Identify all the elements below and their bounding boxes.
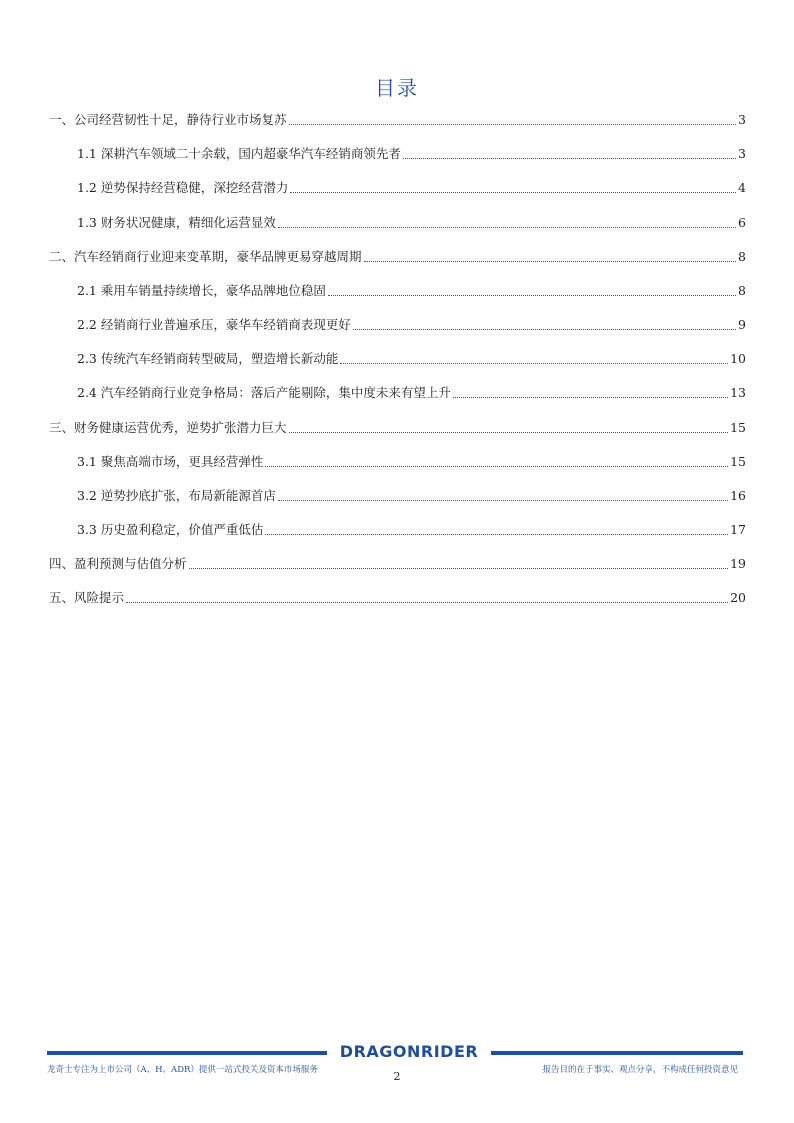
toc-leader-dots xyxy=(278,226,736,228)
toc-leader-dots xyxy=(364,260,736,262)
toc-entry-text: 3.3 历史盈利稳定，价值严重低估 xyxy=(77,522,264,537)
toc-entry-1-2[interactable] xyxy=(77,176,746,196)
toc-entry-text: 1.1 深耕汽车领域二十余载，国内超豪华汽车经销商领先者 xyxy=(77,146,401,161)
toc-entry-text: 2.1 乘用车销量持续增长，豪华品牌地位稳固 xyxy=(77,283,326,298)
footer-logo: DRAGONRIDER xyxy=(339,1042,479,1061)
toc-entry-page: 3 xyxy=(738,146,746,161)
toc-entry-page: 9 xyxy=(738,317,746,332)
toc-entry-5[interactable] xyxy=(49,586,746,606)
toc-entry-page: 13 xyxy=(730,385,746,400)
toc-leader-dots xyxy=(328,294,736,296)
toc-leader-dots xyxy=(126,601,728,603)
toc-leader-dots xyxy=(289,123,736,125)
footer-left-text: 龙奇士专注为上市公司（A、H、ADR）提供一站式投关及资本市场服务 xyxy=(47,1065,318,1075)
toc-leader-dots xyxy=(290,191,736,193)
toc-leader-dots xyxy=(265,465,728,467)
toc-entry-text: 3.2 逆势抄底扩张，布局新能源首店 xyxy=(77,488,276,503)
toc-leader-dots xyxy=(353,328,736,330)
toc-entry-page: 4 xyxy=(738,180,746,195)
toc-leader-dots xyxy=(265,533,728,535)
toc-entry-text: 五、风险提示 xyxy=(49,590,125,605)
footer-right-text: 报告目的在于事实、观点分享，不构成任何投资意见 xyxy=(542,1065,738,1075)
toc-entry-1-3[interactable] xyxy=(77,211,746,231)
toc-entry-text: 一、公司经营韧性十足，静待行业市场复苏 xyxy=(49,112,287,127)
toc-entry-page: 19 xyxy=(730,556,746,571)
toc-entry-3-3[interactable] xyxy=(77,518,746,538)
footer-divider-right xyxy=(491,1051,743,1055)
toc-entry-text: 1.2 逆势保持经营稳健，深挖经营潜力 xyxy=(77,180,289,195)
toc-entry-page: 20 xyxy=(730,590,746,605)
toc-leader-dots xyxy=(189,567,729,569)
toc-leader-dots xyxy=(453,396,728,398)
toc-entry-4[interactable] xyxy=(49,552,746,572)
toc-leader-dots xyxy=(340,362,728,364)
toc-entry-2-1[interactable] xyxy=(77,279,746,299)
toc-leader-dots xyxy=(403,157,736,159)
toc-entry-text: 2.4 汽车经销商行业竞争格局：落后产能剔除，集中度未来有望上升 xyxy=(77,385,451,400)
toc-entry-page: 16 xyxy=(730,488,746,503)
toc-entry-text: 四、盈利预测与估值分析 xyxy=(49,556,187,571)
toc-entry-text: 2.3 传统汽车经销商转型破局，塑造增长新动能 xyxy=(77,351,339,366)
toc-entry-text: 3.1 聚焦高端市场，更具经营弹性 xyxy=(77,454,264,469)
toc-entry-text: 1.3 财务状况健康，精细化运营显效 xyxy=(77,215,276,230)
toc-leader-dots xyxy=(289,431,729,433)
toc-entry-2-3[interactable] xyxy=(77,347,746,367)
toc-entry-page: 6 xyxy=(738,215,746,230)
toc-entry-2-2[interactable] xyxy=(77,313,746,333)
toc-entry-3-2[interactable] xyxy=(77,484,746,504)
toc-entry-text: 三、财务健康运营优秀，逆势扩张潜力巨大 xyxy=(49,420,287,435)
toc-entry-3[interactable] xyxy=(49,416,746,436)
toc-entry-2[interactable] xyxy=(49,245,746,265)
page-title: 目录 xyxy=(375,76,419,100)
toc-entry-text: 二、汽车经销商行业迎来变革期，豪华品牌更易穿越周期 xyxy=(49,249,362,264)
toc-entry-3-1[interactable] xyxy=(77,450,746,470)
toc-entry-page: 10 xyxy=(730,351,746,366)
toc-entry-page: 15 xyxy=(730,454,746,469)
page-number: 2 xyxy=(393,1070,401,1083)
toc-entry-2-4[interactable] xyxy=(77,381,746,401)
toc-entry-page: 15 xyxy=(730,420,746,435)
toc-entry-1[interactable] xyxy=(49,108,746,128)
toc-entry-text: 2.2 经销商行业普遍承压，豪华车经销商表现更好 xyxy=(77,317,351,332)
toc-entry-page: 17 xyxy=(730,522,746,537)
toc-entry-page: 3 xyxy=(738,112,746,127)
toc-entry-page: 8 xyxy=(738,283,746,298)
footer-divider-left xyxy=(47,1051,327,1055)
toc-entry-page: 8 xyxy=(738,249,746,264)
toc-leader-dots xyxy=(278,499,728,501)
toc-entry-1-1[interactable] xyxy=(77,142,746,162)
